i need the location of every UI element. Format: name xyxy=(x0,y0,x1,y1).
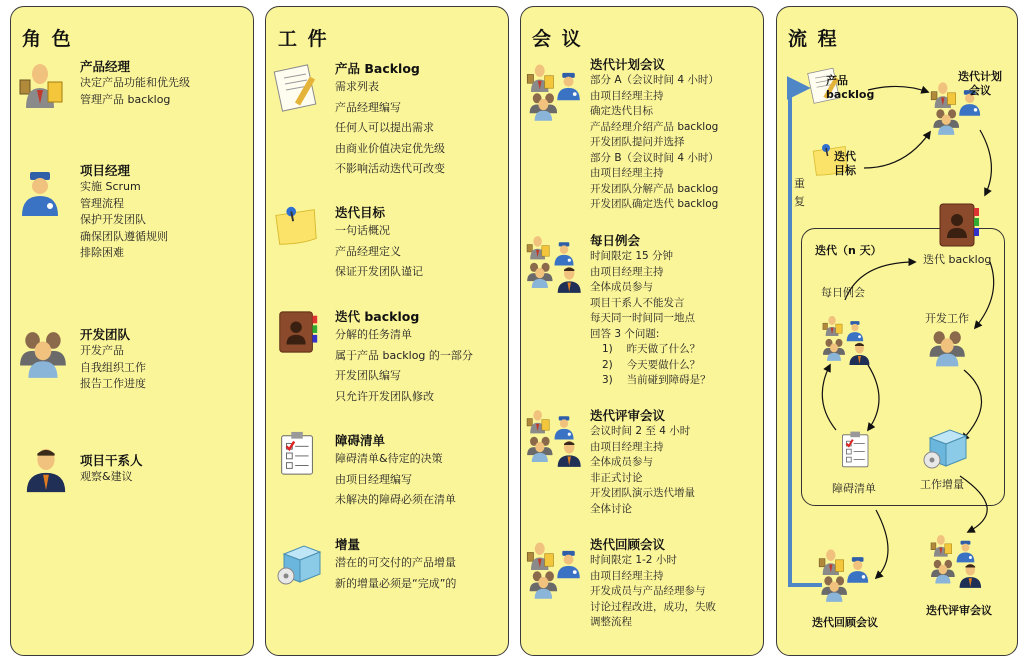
meeting-line: 由项目经理主持 xyxy=(590,569,664,582)
process-retrospective: 迭代回顾会议 xyxy=(812,616,878,629)
process-team-icon xyxy=(928,328,968,368)
meeting-line: 由项目经理主持 xyxy=(590,89,664,102)
meeting-line: 时间限定 15 分钟 xyxy=(590,250,674,262)
meeting-line: 开发成员与产品经理参与 xyxy=(590,585,706,597)
artifact-line: 由项目经理编写 xyxy=(335,472,412,486)
role-title: 项目经理 xyxy=(80,163,131,178)
meeting-title: 迭代计划会议 xyxy=(590,57,666,72)
meeting-line: 开发团队演示迭代增量 xyxy=(590,487,695,499)
role-line: 保护开发团队 xyxy=(80,213,146,226)
meeting-title: 迭代回顾会议 xyxy=(590,537,666,552)
process-review: 迭代评审会议 xyxy=(926,604,992,617)
process-checklist-icon xyxy=(836,428,876,472)
artifact-title: 产品 Backlog xyxy=(335,61,420,76)
artifact-line: 一句话概况 xyxy=(335,224,390,237)
meeting-line: 全体成员参与 xyxy=(590,456,653,468)
process-product-backlog: 产品 backlog xyxy=(826,74,875,101)
process-sprint-backlog: 迭代 backlog xyxy=(923,253,992,266)
meetings-title: 会 议 xyxy=(532,28,583,50)
role-line: 排除困难 xyxy=(80,246,124,259)
meeting-line: 全体成员参与 xyxy=(590,281,653,293)
role-title: 项目干系人 xyxy=(80,453,143,468)
meeting-line: 确定迭代目标 xyxy=(590,105,653,117)
artifact-line: 不影响活动迭代可改变 xyxy=(335,162,445,175)
role-line: 开发产品 xyxy=(80,344,124,357)
meeting-line: 回答 3 个问题: xyxy=(590,327,660,340)
meeting-line: 时间限定 1-2 小时 xyxy=(590,554,677,566)
meeting-line: 会议时间 2 至 4 小时 xyxy=(590,425,691,437)
role-line: 管理流程 xyxy=(80,196,124,210)
meeting-line: 产品经理介绍产品 backlog xyxy=(590,120,719,133)
meeting-title: 迭代评审会议 xyxy=(590,408,666,423)
roles-title: 角 色 xyxy=(22,28,73,50)
process-repeat: 重 复 xyxy=(794,177,805,208)
artifact-line: 由商业价值决定优先级 xyxy=(335,141,445,155)
artifact-line: 开发团队编写 xyxy=(335,369,401,382)
process-review-group-icon xyxy=(930,530,986,592)
role-title: 产品经理 xyxy=(80,59,131,74)
process-impediments: 障碍清单 xyxy=(832,482,876,495)
role-title: 开发团队 xyxy=(80,327,131,342)
meeting-line: 开发团队提问并选择 xyxy=(590,136,685,148)
meeting-question: 3) 当前碰到障碍是？ xyxy=(602,374,711,386)
meeting-line: 全体讨论 xyxy=(590,502,632,515)
role-line: 管理产品 backlog xyxy=(80,92,171,106)
process-increment: 工作增量 xyxy=(920,478,964,491)
artifact-line: 需求列表 xyxy=(335,80,379,93)
artifact-line: 任何人可以提出需求 xyxy=(335,121,434,134)
artifact-line: 新的增量必须是“完成”的 xyxy=(335,576,457,590)
process-book-icon xyxy=(934,200,984,250)
process-sprint-goal: 迭代 目标 xyxy=(834,150,856,177)
meeting-question: 2) 今天要做什么？ xyxy=(602,358,701,371)
meeting-line: 由项目经理主持 xyxy=(590,265,664,278)
artifact-title: 增量 xyxy=(335,537,361,552)
role-line: 报告工作进度 xyxy=(80,377,146,390)
artifact-line: 保证开发团队谨记 xyxy=(335,265,423,278)
artifact-line: 潜在的可交付的产品增量 xyxy=(335,556,456,569)
process-iteration: 迭代（n 天） xyxy=(815,244,882,257)
meeting-question: 1) 昨天做了什么？ xyxy=(602,343,701,355)
meeting-line: 由项目经理主持 xyxy=(590,167,664,179)
artifact-line: 障碍清单&待定的决策 xyxy=(335,452,443,465)
process-title: 流 程 xyxy=(788,28,839,50)
role-line: 自我组织工作 xyxy=(80,360,146,374)
role-line: 实施 Scrum xyxy=(80,180,141,193)
role-line: 决定产品功能和优先级 xyxy=(80,76,190,89)
artifact-line: 分解的任务清单 xyxy=(335,328,412,341)
process-dev-work: 开发工作 xyxy=(925,312,969,325)
artifact-line: 产品经理定义 xyxy=(335,244,401,258)
process-retro-group-icon xyxy=(818,546,874,604)
artifact-line: 属于产品 backlog 的一部分 xyxy=(335,348,473,362)
meeting-line: 开发团队确定迭代 backlog xyxy=(590,198,719,210)
meeting-line: 开发团队分解产品 backlog xyxy=(590,182,719,195)
process-daily-scrum: 每日例会 xyxy=(821,286,865,299)
artifact-title: 迭代 backlog xyxy=(335,309,420,324)
artifact-line: 产品经理编写 xyxy=(335,100,401,114)
artifact-line: 未解决的障碍必须在清单 xyxy=(335,493,456,506)
meeting-line: 讨论过程改进，成功，失败 xyxy=(590,600,716,613)
meeting-line: 项目干系人不能发言 xyxy=(590,296,685,309)
artifact-line: 只允许开发团队修改 xyxy=(335,389,434,403)
artifact-title: 迭代目标 xyxy=(335,205,386,220)
artifact-title: 障碍清单 xyxy=(335,433,386,448)
meeting-line: 非正式讨论 xyxy=(590,471,643,484)
meeting-line: 部分 A（会议时间 4 小时） xyxy=(590,74,719,86)
meeting-line: 每天同一时间同一地点 xyxy=(590,312,695,324)
process-sprint-planning: 迭代计划 会议 xyxy=(958,70,1002,97)
artifacts-title: 工 件 xyxy=(278,28,329,50)
process-daily-group-icon xyxy=(822,314,874,366)
meeting-line: 调整流程 xyxy=(590,616,632,628)
role-line: 观察&建议 xyxy=(80,470,133,483)
process-box-icon xyxy=(920,422,970,472)
meeting-title: 每日例会 xyxy=(590,233,641,248)
meeting-line: 部分 B（会议时间 4 小时） xyxy=(590,151,719,164)
role-line: 确保团队遵循规则 xyxy=(80,229,168,243)
meeting-line: 由项目经理主持 xyxy=(590,440,664,453)
